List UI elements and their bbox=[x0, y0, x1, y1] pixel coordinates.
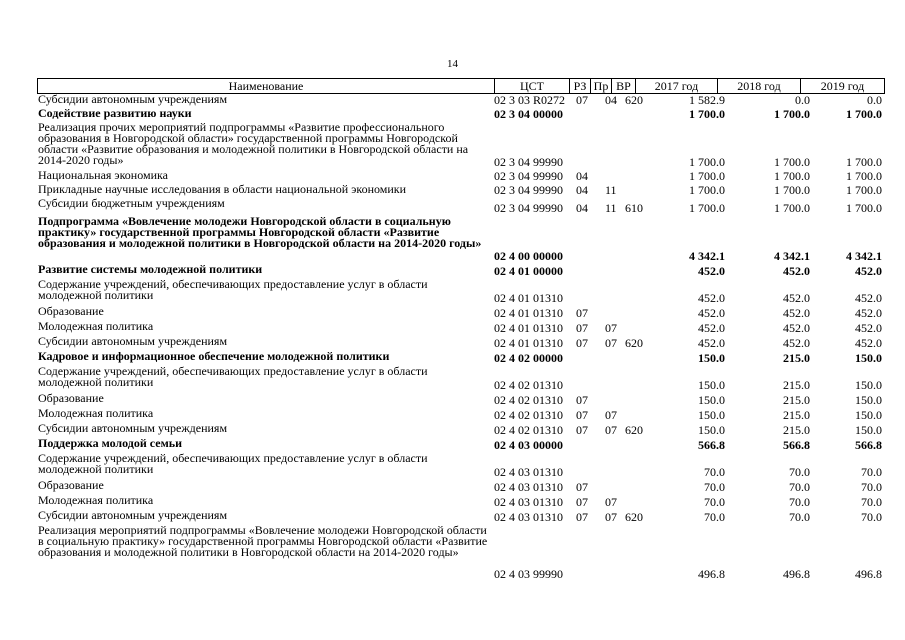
cell-2018: 215.0 bbox=[783, 393, 810, 407]
cell-2018: 70.0 bbox=[789, 480, 810, 494]
cell-name: Содержание учреждений, обеспечивающих предоставление услуг в области молодежной политики bbox=[38, 277, 428, 302]
cell-name: Содержание учреждений, обеспечивающих предоставление услуг в области молодежной политики bbox=[38, 451, 428, 476]
table-row bbox=[38, 216, 883, 264]
cell-2018: 4 342.1 bbox=[774, 249, 810, 263]
cell-2017: 1 700.0 bbox=[689, 155, 725, 169]
page-number: 14 bbox=[447, 58, 458, 70]
cell-rz: 07 bbox=[576, 423, 588, 437]
cell-2018: 452.0 bbox=[783, 321, 810, 335]
cell-pr: 07 bbox=[605, 336, 617, 350]
cell-cst: 02 4 01 00000 bbox=[494, 264, 563, 278]
header-2018: 2018 год bbox=[718, 79, 801, 93]
cell-rz: 04 bbox=[576, 183, 588, 197]
cell-cst: 02 4 03 99990 bbox=[494, 567, 563, 581]
cell-rz: 07 bbox=[576, 510, 588, 524]
cell-vr: 610 bbox=[625, 201, 643, 215]
cell-rz: 07 bbox=[576, 495, 588, 509]
cell-name: Реализация прочих мероприятий подпрограммы «Развитие профессионального образования в Новгородской области» государственной программы Новгородской области «Развитие образования и молодежной политики в Новгородской области на 2014-2020 годы» bbox=[38, 120, 469, 167]
cell-name: Поддержка молодой семьи bbox=[38, 436, 183, 450]
cell-pr: 11 bbox=[605, 183, 617, 197]
cell-2017: 1 700.0 bbox=[689, 169, 725, 183]
cell-2017: 452.0 bbox=[698, 321, 725, 335]
cell-2017: 1 700.0 bbox=[689, 107, 725, 121]
cell-2019: 1 700.0 bbox=[846, 183, 882, 197]
cell-2018: 215.0 bbox=[783, 408, 810, 422]
cell-2018: 1 700.0 bbox=[774, 107, 810, 121]
cell-cst: 02 4 01 01310 bbox=[494, 336, 563, 350]
cell-2019: 150.0 bbox=[855, 408, 882, 422]
cell-2018: 452.0 bbox=[783, 306, 810, 320]
cell-cst: 02 4 03 00000 bbox=[494, 438, 563, 452]
header-rz: РЗ bbox=[570, 79, 591, 93]
cell-name: Субсидии автономным учреждениям bbox=[38, 334, 228, 348]
cell-pr: 11 bbox=[605, 201, 617, 215]
cell-rz: 07 bbox=[576, 408, 588, 422]
cell-2017: 70.0 bbox=[704, 495, 725, 509]
cell-2017: 452.0 bbox=[698, 291, 725, 305]
cell-2019: 452.0 bbox=[855, 291, 882, 305]
cell-2017: 496.8 bbox=[698, 567, 725, 581]
cell-rz: 07 bbox=[576, 393, 588, 407]
cell-cst: 02 4 01 01310 bbox=[494, 306, 563, 320]
cell-name: Субсидии бюджетным учреждениям bbox=[38, 196, 225, 210]
cell-2017: 566.8 bbox=[698, 438, 725, 452]
cell-name: Субсидии автономным учреждениям bbox=[38, 92, 228, 106]
cell-2017: 70.0 bbox=[704, 510, 725, 524]
cell-name: Кадровое и информационное обеспечение молодежной политики bbox=[38, 349, 390, 363]
cell-name: Образование bbox=[38, 304, 104, 318]
cell-2019: 566.8 bbox=[855, 438, 882, 452]
table-row bbox=[38, 525, 883, 582]
cell-name: Содействие развитию науки bbox=[38, 106, 192, 120]
cell-2017: 150.0 bbox=[698, 378, 725, 392]
cell-name: Субсидии автономным учреждениям bbox=[38, 508, 228, 522]
header-vr: ВР bbox=[612, 79, 636, 93]
cell-name: Прикладные научные исследования в области национальной экономики bbox=[38, 182, 407, 196]
cell-cst: 02 4 02 01310 bbox=[494, 408, 563, 422]
cell-cst: 02 3 04 99990 bbox=[494, 169, 563, 183]
cell-2019: 70.0 bbox=[861, 480, 882, 494]
cell-2019: 1 700.0 bbox=[846, 201, 882, 215]
cell-name: Молодежная политика bbox=[38, 493, 154, 507]
cell-cst: 02 4 02 01310 bbox=[494, 378, 563, 392]
cell-2019: 150.0 bbox=[855, 351, 882, 365]
cell-2019: 496.8 bbox=[855, 567, 882, 581]
cell-2019: 70.0 bbox=[861, 465, 882, 479]
cell-2017: 150.0 bbox=[698, 423, 725, 437]
table-row bbox=[38, 306, 883, 321]
cell-cst: 02 4 03 01310 bbox=[494, 495, 563, 509]
cell-cst: 02 4 02 00000 bbox=[494, 351, 563, 365]
cell-2019: 452.0 bbox=[855, 306, 882, 320]
cell-2019: 452.0 bbox=[855, 336, 882, 350]
cell-2018: 452.0 bbox=[783, 291, 810, 305]
cell-cst: 02 3 04 99990 bbox=[494, 201, 563, 215]
cell-name: Содержание учреждений, обеспечивающих предоставление услуг в области молодежной политики bbox=[38, 364, 428, 389]
cell-2017: 452.0 bbox=[698, 336, 725, 350]
cell-vr: 620 bbox=[625, 510, 643, 524]
cell-name: Развитие системы молодежной политики bbox=[38, 262, 263, 276]
cell-2017: 150.0 bbox=[698, 351, 725, 365]
cell-cst: 02 3 04 99990 bbox=[494, 155, 563, 169]
table-row bbox=[38, 279, 883, 306]
cell-name: Субсидии автономным учреждениям bbox=[38, 421, 228, 435]
cell-name: Подпрограмма «Вовлечение молодежи Новгородской области в социальную практику» государственной программы Новгородской области «Развитие образования и молодежной политики в Новгородской области на 2014-2020 годы» bbox=[38, 214, 482, 250]
cell-name: Реализация мероприятий подпрограммы «Вовлечение молодежи Новгородской области в социальную практику» государственной программы Новгородской области «Развитие образования и молодежной политики в Новгородской области на 2014-2020 годы» bbox=[38, 523, 488, 559]
cell-2017: 452.0 bbox=[698, 264, 725, 278]
cell-2019: 70.0 bbox=[861, 495, 882, 509]
cell-cst: 02 3 04 00000 bbox=[494, 107, 563, 121]
cell-2017: 150.0 bbox=[698, 408, 725, 422]
cell-2018: 1 700.0 bbox=[774, 201, 810, 215]
cell-2018: 452.0 bbox=[783, 336, 810, 350]
cell-2018: 70.0 bbox=[789, 510, 810, 524]
cell-2017: 70.0 bbox=[704, 465, 725, 479]
table-row bbox=[38, 480, 883, 495]
cell-vr: 620 bbox=[625, 423, 643, 437]
cell-pr: 07 bbox=[605, 408, 617, 422]
cell-2018: 496.8 bbox=[783, 567, 810, 581]
cell-cst: 02 3 03 R0272 bbox=[494, 93, 566, 107]
cell-2018: 566.8 bbox=[783, 438, 810, 452]
cell-rz: 07 bbox=[576, 306, 588, 320]
cell-cst: 02 4 01 01310 bbox=[494, 291, 563, 305]
table-row bbox=[38, 453, 883, 480]
cell-cst: 02 4 02 01310 bbox=[494, 393, 563, 407]
cell-cst: 02 4 00 00000 bbox=[494, 249, 563, 263]
cell-2019: 150.0 bbox=[855, 393, 882, 407]
cell-rz: 07 bbox=[576, 336, 588, 350]
cell-cst: 02 4 03 01310 bbox=[494, 480, 563, 494]
cell-2018: 1 700.0 bbox=[774, 183, 810, 197]
cell-2019: 452.0 bbox=[855, 321, 882, 335]
cell-2019: 0.0 bbox=[867, 93, 882, 107]
cell-pr: 04 bbox=[605, 93, 617, 107]
cell-cst: 02 3 04 99990 bbox=[494, 183, 563, 197]
cell-cst: 02 4 03 01310 bbox=[494, 465, 563, 479]
cell-2019: 150.0 bbox=[855, 378, 882, 392]
cell-cst: 02 4 02 01310 bbox=[494, 423, 563, 437]
cell-vr: 620 bbox=[625, 93, 643, 107]
cell-name: Молодежная политика bbox=[38, 406, 154, 420]
cell-rz: 07 bbox=[576, 321, 588, 335]
cell-2018: 0.0 bbox=[795, 93, 810, 107]
header-cst: ЦСТ bbox=[495, 79, 570, 93]
cell-2017: 70.0 bbox=[704, 480, 725, 494]
cell-2018: 70.0 bbox=[789, 495, 810, 509]
cell-rz: 04 bbox=[576, 169, 588, 183]
cell-2018: 215.0 bbox=[783, 378, 810, 392]
cell-2018: 215.0 bbox=[783, 351, 810, 365]
cell-2017: 4 342.1 bbox=[689, 249, 725, 263]
cell-2019: 1 700.0 bbox=[846, 155, 882, 169]
cell-2019: 452.0 bbox=[855, 264, 882, 278]
cell-pr: 07 bbox=[605, 510, 617, 524]
header-pr: Пр bbox=[591, 79, 612, 93]
cell-rz: 07 bbox=[576, 480, 588, 494]
cell-cst: 02 4 01 01310 bbox=[494, 321, 563, 335]
cell-2018: 215.0 bbox=[783, 423, 810, 437]
header-name: Наименование bbox=[38, 79, 495, 93]
cell-name: Молодежная политика bbox=[38, 319, 154, 333]
cell-2017: 1 700.0 bbox=[689, 183, 725, 197]
cell-pr: 07 bbox=[605, 423, 617, 437]
cell-2019: 1 700.0 bbox=[846, 107, 882, 121]
cell-2017: 452.0 bbox=[698, 306, 725, 320]
table-row bbox=[38, 122, 883, 170]
cell-2019: 150.0 bbox=[855, 423, 882, 437]
cell-2018: 1 700.0 bbox=[774, 155, 810, 169]
header-2019: 2019 год bbox=[820, 79, 865, 93]
cell-2019: 70.0 bbox=[861, 510, 882, 524]
header-2017: 2017 год bbox=[636, 79, 718, 93]
cell-2018: 452.0 bbox=[783, 264, 810, 278]
table-row bbox=[38, 393, 883, 408]
cell-pr: 07 bbox=[605, 321, 617, 335]
cell-cst: 02 4 03 01310 bbox=[494, 510, 563, 524]
table-body bbox=[38, 94, 883, 582]
cell-rz: 04 bbox=[576, 201, 588, 215]
cell-2017: 1 582.9 bbox=[689, 93, 725, 107]
cell-2019: 1 700.0 bbox=[846, 169, 882, 183]
table-row bbox=[38, 366, 883, 393]
cell-2017: 1 700.0 bbox=[689, 201, 725, 215]
cell-name: Образование bbox=[38, 478, 104, 492]
cell-2019: 4 342.1 bbox=[846, 249, 882, 263]
cell-vr: 620 bbox=[625, 336, 643, 350]
cell-name: Национальная экономика bbox=[38, 168, 168, 182]
cell-2018: 1 700.0 bbox=[774, 169, 810, 183]
cell-rz: 07 bbox=[576, 93, 588, 107]
cell-2017: 150.0 bbox=[698, 393, 725, 407]
cell-2018: 70.0 bbox=[789, 465, 810, 479]
cell-pr: 07 bbox=[605, 495, 617, 509]
cell-name: Образование bbox=[38, 391, 104, 405]
